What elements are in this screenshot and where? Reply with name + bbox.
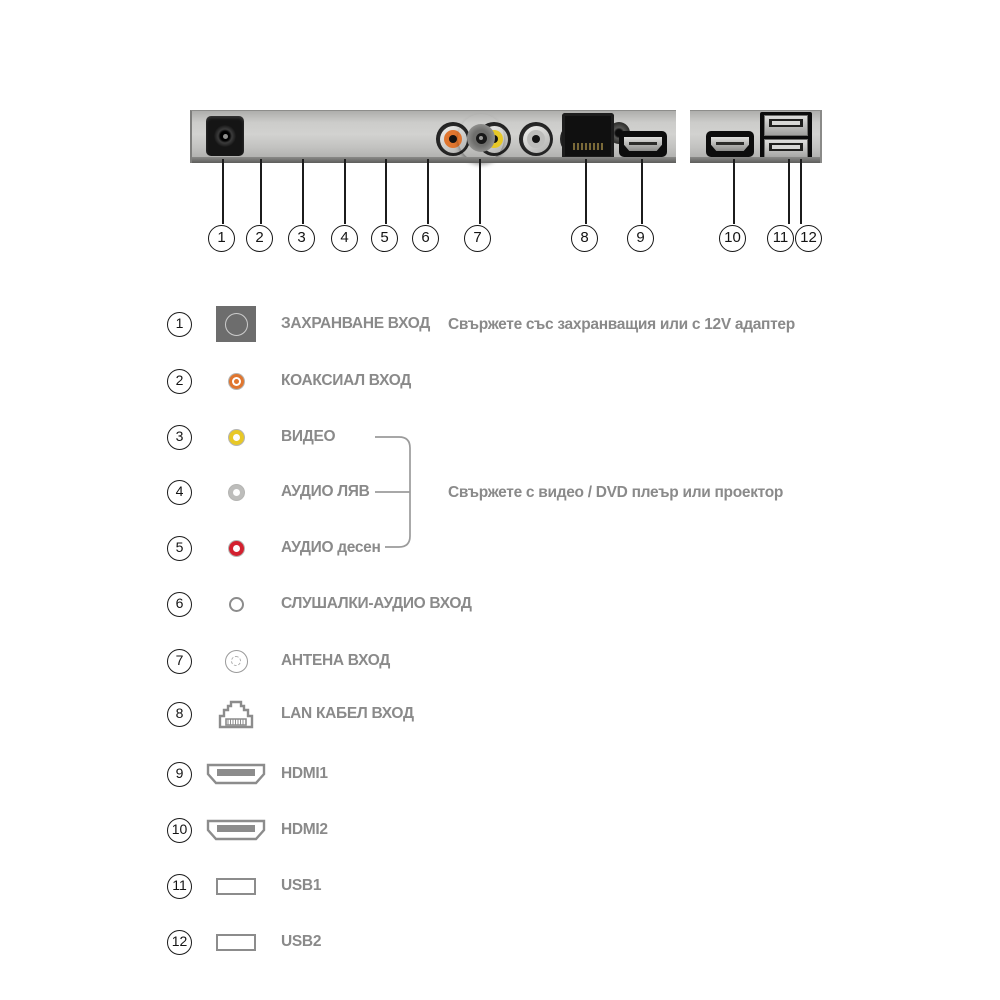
legend-num-5: 5 [167,536,192,561]
panel-edge [192,157,676,163]
lan-port [562,113,614,159]
leader-line-9 [641,159,643,224]
audio-left-rca-jack [519,122,553,156]
leader-line-10 [733,159,735,224]
callout-11: 11 [767,225,794,252]
headphone-jack-icon [229,597,244,612]
legend-num-11: 11 [167,874,192,899]
legend-row-5 [167,534,381,562]
legend-num-12: 12 [167,930,192,955]
callout-8: 8 [571,225,598,252]
legend-row-11 [167,872,321,900]
legend-num-7: 7 [167,649,192,674]
legend-label-3: ВИДЕО [281,428,336,445]
legend-row-9 [167,760,328,788]
callout-7: 7 [464,225,491,252]
legend-label-6: СЛУШАЛКИ-АУДИО ВХОД [281,595,472,612]
leader-line-5 [385,159,387,224]
legend-row-2 [167,367,411,395]
av-group-description: Свържете с видео / DVD плеър или проектор [448,484,784,501]
callout-4: 4 [331,225,358,252]
leader-line-11 [788,159,790,224]
rca-red-icon [228,540,245,557]
hdmi-port-1 [619,131,667,157]
grouping-bracket [368,425,458,557]
legend-label-10: HDMI2 [281,821,328,838]
leader-line-3 [302,159,304,224]
legend-row-8 [167,700,414,728]
legend-label-11: USB1 [281,877,322,894]
dc-power-hole [214,125,236,147]
usb-icon [216,878,256,895]
legend-row-1 [167,310,430,338]
legend-num-2: 2 [167,369,192,394]
legend-label-7: АНТЕНА ВХОД [281,652,391,669]
hdmi-icon [206,819,266,841]
legend-label-8: LAN КАБЕЛ ВХОД [281,705,414,722]
leader-line-7 [479,159,481,224]
leader-line-6 [427,159,429,224]
rca-yellow-icon [228,429,245,446]
leader-line-8 [585,159,587,224]
rear-panel-photo-right [690,110,822,163]
rca-white-icon [228,484,245,501]
legend-label-2: КОАКСИАЛ ВХОД [281,372,412,389]
leader-line-2 [260,159,262,224]
legend-row-10 [167,816,328,844]
legend-label-5: АУДИО десен [281,539,381,556]
usb-port-1 [764,115,808,136]
power-description: Свържете със захранващия или с 12V адаптер [448,316,795,333]
legend-row-3 [167,423,335,451]
callout-5: 5 [371,225,398,252]
callout-9: 9 [627,225,654,252]
rj45-icon [217,698,255,730]
legend-row-6 [167,590,472,618]
legend-row-4 [167,478,370,506]
legend-num-10: 10 [167,818,192,843]
rca-orange-icon [228,373,245,390]
usb-block [760,112,812,163]
lan-pins [573,143,603,150]
dc-power-jack [206,116,244,156]
usb-icon [216,934,256,951]
legend-row-12 [167,928,321,956]
callout-3: 3 [288,225,315,252]
legend-num-1: 1 [167,312,192,337]
legend-num-9: 9 [167,762,192,787]
legend-num-8: 8 [167,702,192,727]
dc-power-pin [223,134,228,139]
callout-1: 1 [208,225,235,252]
legend-num-3: 3 [167,425,192,450]
callout-6: 6 [412,225,439,252]
legend-label-4: АУДИО ЛЯВ [281,483,370,500]
power-jack-icon [216,306,256,342]
leader-line-1 [222,159,224,224]
legend-row-7 [167,647,390,675]
legend-num-4: 4 [167,480,192,505]
hdmi-port-2 [706,131,754,157]
legend-label-1: ЗАХРАНВАНЕ ВХОД [281,315,430,332]
callout-10: 10 [719,225,746,252]
antenna-icon [225,650,248,673]
antenna-connector [458,114,504,162]
rear-panel-photo-left [190,110,676,163]
leader-line-12 [800,159,802,224]
hdmi-icon [206,763,266,785]
callout-12: 12 [795,225,822,252]
legend-label-12: USB2 [281,933,322,950]
legend-num-6: 6 [167,592,192,617]
callout-2: 2 [246,225,273,252]
legend-label-9: HDMI1 [281,765,328,782]
leader-line-4 [344,159,346,224]
